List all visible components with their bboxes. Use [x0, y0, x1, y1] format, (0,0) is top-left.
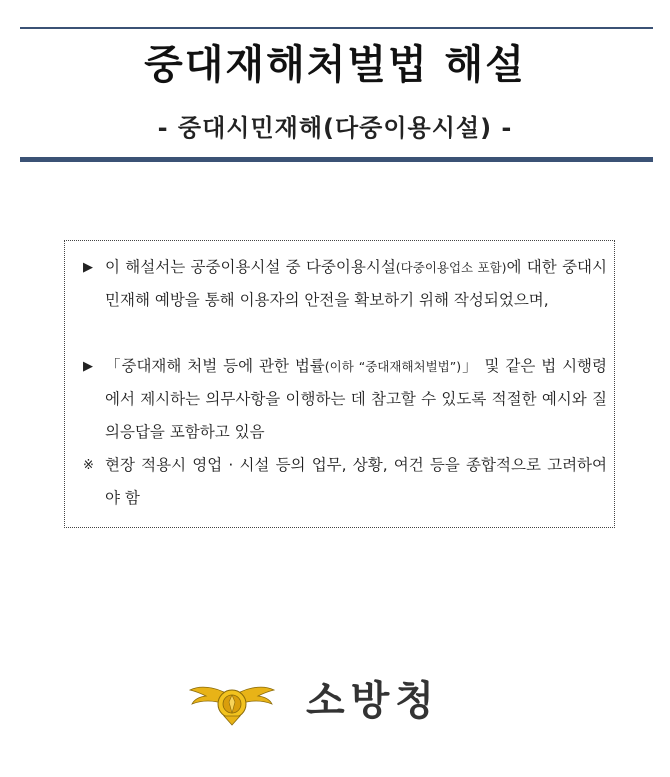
fire-agency-emblem-icon [188, 680, 276, 726]
document-title: 중대재해처벌법 해설 [144, 42, 526, 88]
notice-item [83, 350, 607, 449]
header-bottom-rule [20, 157, 653, 162]
notice-item [83, 251, 607, 317]
bullet-arrow-icon: ▶ [83, 260, 93, 275]
header-top-rule [20, 27, 653, 29]
bullet-arrow-icon: ▶ [83, 359, 93, 374]
notice-item-text: 현장 적용시 영업 · 시설 등의 업무, 상황, 여건 등을 종합적으로 고려하여야 함 [105, 456, 607, 507]
organization-name: 소방청 [306, 678, 440, 724]
reference-mark-icon: ※ [83, 458, 94, 473]
notice-item-text [105, 350, 607, 449]
notice-text-part: 에 대한 중대시민재해 예방을 통해 이용자의 안전을 확보하기 위해 작성되었으며, [105, 258, 607, 309]
notice-text-part: 」 및 같은 법 시행령에서 제시하는 의무사항을 이행하는 데 참고할 수 있도록 적절한 예시와 질의응답을 포함하고 있음 [105, 357, 608, 441]
notice-item-text [105, 251, 607, 317]
document-subtitle: - 중대시민재해(다중이용시설) - [157, 114, 513, 142]
notice-text-part: 「중대재해 처벌 등에 관한 법률 [105, 357, 325, 375]
notice-text-parenthetical: (다중이용업소 포함) [395, 260, 507, 275]
notice-text-part: 이 해설서는 공중이용시설 중 다중이용시설 [105, 258, 396, 276]
notice-box [64, 240, 615, 528]
notice-text-parenthetical: (이하 “중대재해처벌법”) [324, 359, 462, 374]
notice-item [83, 449, 607, 515]
footer [0, 672, 670, 732]
